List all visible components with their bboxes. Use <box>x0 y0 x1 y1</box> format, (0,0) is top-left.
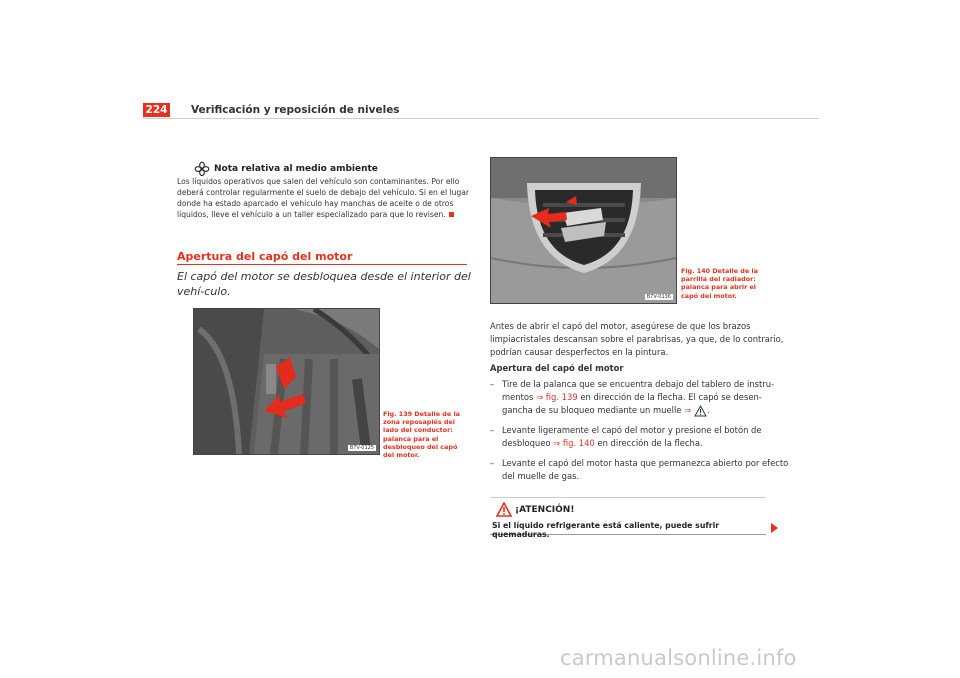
section-title: Apertura del capó del motor <box>177 250 353 263</box>
section-divider <box>177 264 467 265</box>
flower-icon <box>194 161 210 177</box>
step-2-text-b: en dirección de la flecha. <box>597 438 703 448</box>
warning-box <box>490 497 766 539</box>
figure-139-link[interactable]: ⇒ fig. 139 <box>536 392 578 402</box>
environment-note-title: Nota relativa al medio ambiente <box>214 164 378 174</box>
grille-illustration <box>491 158 676 303</box>
list-item <box>490 457 790 483</box>
figure-140-link[interactable]: ⇒ fig. 140 <box>553 438 595 448</box>
step-1-text-a: Tire de la palanca que se encuentra debajo del tablero de instru-mentos <box>502 379 775 402</box>
warning-title: ¡ATENCIÓN! <box>515 505 575 515</box>
environment-note-text: Los líquidos operativos que salen del vehículo son contaminantes. Por ello deberá controlar regularmente el suelo de debajo del vehículo. Si en el lugar donde ha estado aparcado el vehículo hay manchas de aceite o de otros líquidos, lleve el vehículo a un taller especializado para que lo revisen. <box>177 177 469 219</box>
list-item: – Tire de la palanca que se encuentra debajo del tablero de instru-mentos ⇒ fig. 139 en dirección de la flecha. El capó se desen-gancha de su bloqueo mediante un muelle ⇒ . <box>490 379 775 415</box>
list-item <box>490 424 790 450</box>
figure-139-label: Fig. 139 <box>383 410 413 418</box>
warning-icon <box>496 502 512 517</box>
figure-140-caption <box>681 267 759 300</box>
step-1-text-b: en dirección de la flecha. El capó se desen-gancha de su bloqueo mediante un muelle <box>502 392 762 415</box>
body-text <box>490 320 790 490</box>
end-marker-icon <box>449 212 454 217</box>
running-title: Verificación y reposición de niveles <box>191 104 400 116</box>
step-2-text-a: Levante ligeramente el capó del motor y presione el botón de desbloqueo <box>502 425 762 448</box>
list-dash: – <box>490 458 495 468</box>
step-3-text: Levante el capó del motor hasta que permanezca abierto por efecto del muelle de gas. <box>502 458 789 481</box>
section-subtitle: El capó del motor se desbloquea desde el interior del vehí-culo. <box>177 270 471 298</box>
steps-heading: Apertura del capó del motor <box>490 363 624 373</box>
figure-140-label: Fig. 140 <box>681 267 711 275</box>
figure-139-code: B7V-0125 <box>349 445 374 451</box>
figure-139-caption-text: Detalle de la zona reposapiés del lado del conductor: palanca para el desbloqueo del capó del motor. <box>383 410 460 460</box>
header-divider <box>143 118 819 119</box>
environment-note-body <box>177 177 477 221</box>
figure-139-image <box>193 308 380 455</box>
watermark: carmanualsonline.info <box>560 646 797 670</box>
warning-text: Si el líquido refrigerante está caliente, puede sufrir quemaduras. <box>492 521 720 539</box>
figure-140-code: B7V-0136 <box>646 294 671 300</box>
warning-triangle-icon[interactable] <box>694 405 707 417</box>
footwell-illustration <box>194 309 379 454</box>
figure-140-caption-text: Detalle de la parrilla del radiador: palanca para abrir el capó del motor. <box>681 267 758 300</box>
list-dash: – <box>490 425 495 435</box>
next-page-arrow-icon <box>771 523 778 533</box>
warning-link-arrow[interactable]: ⇒ <box>684 405 692 415</box>
figure-140-image <box>490 157 677 304</box>
steps-list <box>490 378 790 483</box>
figure-139-caption <box>383 410 461 459</box>
list-dash: – <box>490 379 495 389</box>
page-number: 224 <box>143 103 170 117</box>
intro-paragraph: Antes de abrir el capó del motor, asegúrese de que los brazos limpiacristales descansan sobre el parabrisas, ya que, de lo contrario, podrían causar desperfectos en la pintura. <box>490 321 784 357</box>
